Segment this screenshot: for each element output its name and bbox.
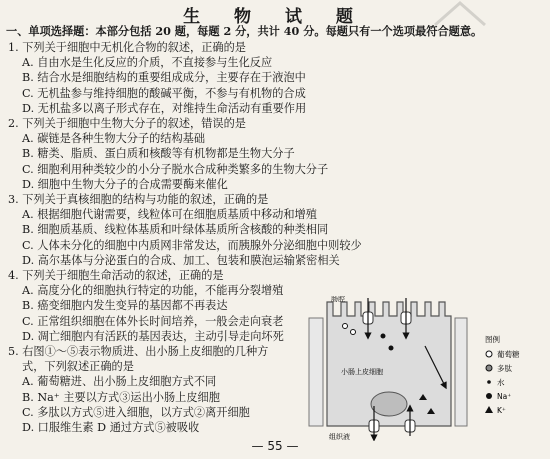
question-stem: 4. 下列关于细胞生命活动的叙述，正确的是 — [8, 269, 224, 283]
option-a: A. 自由水是生化反应的介质，不直接参与生化反应 — [22, 56, 273, 70]
option-a: A. 高度分化的细胞执行特定的功能，不能再分裂增殖 — [22, 284, 284, 298]
legend-item: 葡萄糖 — [497, 350, 520, 359]
option-c: C. 人体未分化的细胞中内质网非常发达，而胰腺外分泌细胞中则较少 — [22, 238, 362, 252]
option-d: D. 口服维生素 D 通过方式⑤被吸收 — [22, 421, 200, 435]
option-d: D. 高尔基体与分泌蛋白的合成、加工、包装和膜泡运输紧密相关 — [22, 253, 340, 267]
legend-item: K⁺ — [497, 406, 506, 415]
question-2 — [8, 116, 542, 192]
nucleus — [371, 392, 407, 416]
option-c: C. 细胞利用种类较少的小分子脱水合成种类繁多的生物大分子 — [22, 162, 329, 176]
option-b: B. Na⁺ 主要以方式③运出小肠上皮细胞 — [22, 390, 220, 404]
legend-item: 多肽 — [497, 364, 512, 373]
legend — [485, 334, 520, 415]
option-b: B. 细胞质基质、线粒体基质和叶绿体基质所含核酸的种类相同 — [22, 223, 329, 237]
option-b: B. 糖类、脂质、蛋白质和核酸等有机物都是生物大分子 — [22, 147, 295, 161]
question-stem-line1: 5. 右图①～⑤表示物质进、出小肠上皮细胞的几种方 — [8, 345, 269, 359]
question-1 — [8, 40, 542, 116]
intestinal-cell-diagram — [305, 296, 545, 441]
option-b: B. 癌变细胞内发生变异的基因都不再表达 — [22, 299, 228, 313]
glucose-symbol — [343, 324, 348, 329]
question-stem: 1. 下列关于细胞中无机化合物的叙述，正确的是 — [8, 41, 246, 54]
legend-title: 图例 — [485, 335, 500, 344]
option-c: C. 正常组织细胞在体外长时间培养，一般会走向衰老 — [22, 314, 284, 328]
page-title: 生 物 试 题 — [183, 7, 367, 27]
option-a: A. 根据细胞代谢需要，线粒体可在细胞质基质中移动和增殖 — [22, 208, 317, 222]
sodium-symbol — [389, 346, 394, 351]
section-heading: 一、单项选择题：本部分包括 20 题，每题 2 分，共计 40 分。每题只有一个选项最符合题意。 — [6, 24, 483, 38]
glucose-legend-icon — [486, 351, 492, 357]
option-d: D. 无机盐多以离子形式存在，对维持生命活动有重要作用 — [22, 101, 307, 115]
glucose-symbol — [351, 330, 356, 335]
neighbor-cell-right — [455, 318, 467, 426]
legend-item: 水 — [497, 378, 505, 387]
cell-label: 小肠上皮细胞 — [341, 368, 383, 376]
lumen-label: 肠腔 — [331, 296, 345, 303]
question-stem: 2. 下列关于细胞中生物大分子的叙述，错误的是 — [8, 117, 246, 131]
legend-item: Na⁺ — [497, 392, 512, 401]
tissue-label: 组织液 — [329, 433, 350, 441]
option-a: A. 葡萄糖进、出小肠上皮细胞方式不同 — [22, 375, 217, 389]
question-3 — [8, 192, 542, 268]
neighbor-cell-left — [309, 318, 323, 426]
sodium-symbol — [381, 334, 386, 339]
question-stem-line2: 式，下列叙述正确的是 — [22, 360, 134, 374]
potassium-legend-icon — [485, 406, 493, 413]
option-d: D. 细胞中生物大分子的合成需要酶来催化 — [22, 177, 228, 191]
option-b: B. 结合水是细胞结构的重要组成成分，主要存在于液泡中 — [22, 71, 306, 85]
sodium-legend-icon — [486, 393, 492, 399]
option-a: A. 碳链是各种生物大分子的结构基础 — [22, 132, 206, 146]
question-stem: 3. 下列关于真核细胞的结构与功能的叙述，正确的是 — [8, 193, 269, 207]
option-c: C. 无机盐参与维持细胞的酸碱平衡，不参与有机物的合成 — [22, 86, 306, 100]
option-c: C. 多肽以方式⑤进入细胞，以方式②离开细胞 — [22, 405, 250, 419]
peptide-legend-icon — [486, 365, 492, 371]
water-legend-icon — [487, 380, 491, 384]
option-d: D. 凋亡细胞内有活跃的基因表达，主动引导走向坏死 — [22, 329, 284, 343]
page-number: — 55 — — [251, 439, 299, 453]
